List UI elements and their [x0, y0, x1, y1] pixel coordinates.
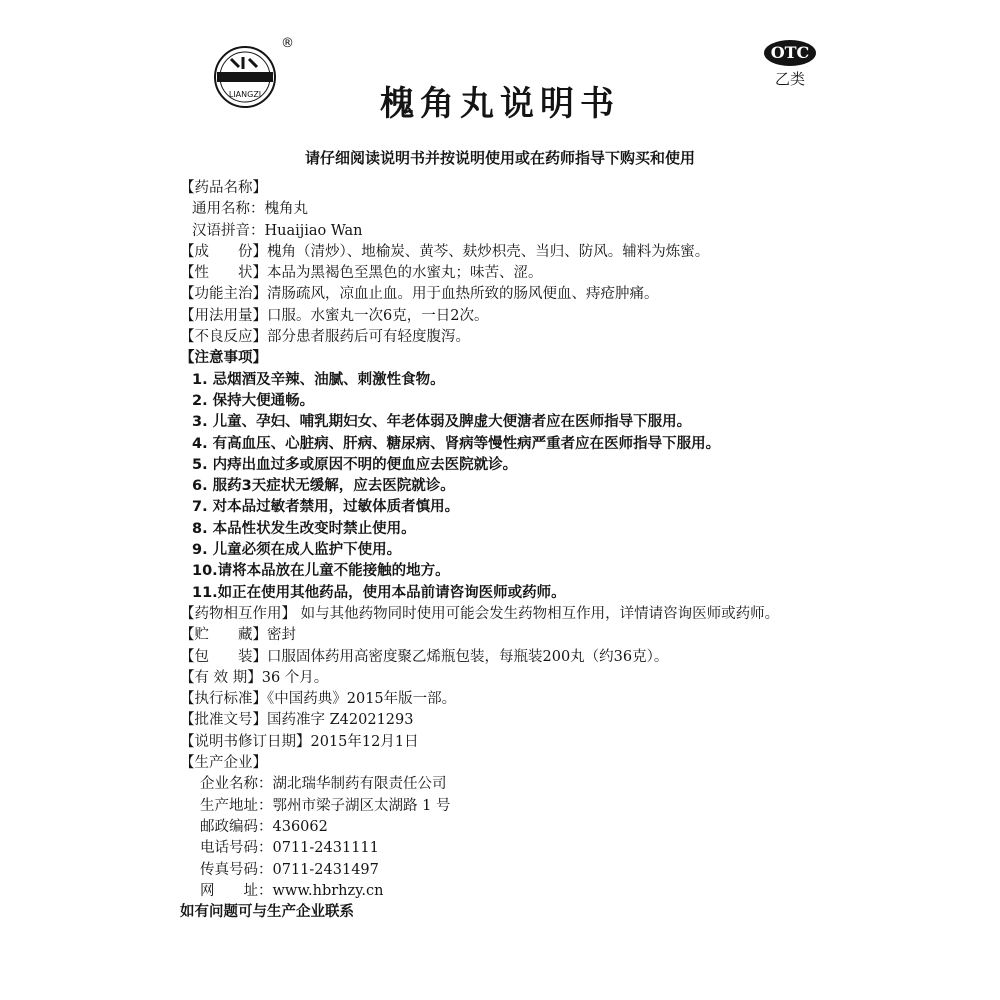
precaution-item: 6. 服药3天症状无缓解，应去医院就诊。: [192, 478, 455, 495]
standard: 【执行标准】《中国药典》2015年版一部。: [180, 691, 457, 708]
registered-mark: ®: [281, 36, 294, 51]
precaution-item: 4. 有高血压、心脏病、肝病、糖尿病、肾病等慢性病严重者应在医师指导下服用。: [192, 435, 721, 452]
manufacturer-website: 网 址：www.hbrhzy.cn: [200, 882, 384, 899]
precaution-item: 5. 内痔出血过多或原因不明的便血应去医院就诊。: [192, 456, 518, 473]
precaution-item: 3. 儿童、孕妇、哺乳期妇女、年老体弱及脾虚大便溏者应在医师指导下服用。: [192, 414, 692, 431]
description: 【性 状】本品为黑褐色至黑色的水蜜丸；味苦、涩。: [180, 265, 543, 282]
ingredients: 【成 份】槐角（清炒）、地榆炭、黄芩、麸炒枳壳、当归、防风。辅料为炼蜜。: [180, 243, 710, 260]
adverse-reactions: 【不良反应】部分患者服药后可有轻度腹泻。: [180, 329, 470, 346]
storage: 【贮 藏】密封: [180, 627, 296, 644]
manufacturer-fax: 传真号码：0711-2431497: [200, 861, 379, 878]
precaution-item: 9. 儿童必须在成人监护下使用。: [192, 542, 402, 559]
otc-class: 乙类: [774, 70, 805, 88]
company-logo: [213, 45, 277, 109]
precaution-item: 8. 本品性状发生改变时禁止使用。: [192, 520, 416, 537]
manufacturer-name: 企业名称：湖北瑞华制药有限责任公司: [200, 776, 447, 793]
generic-name: 通用名称：槐角丸: [192, 201, 308, 218]
precaution-item: 10.请将本品放在儿童不能接触的地方。: [192, 563, 450, 580]
reading-notice: 请仔细阅读说明书并按说明使用或在药师指导下购买和使用: [304, 149, 695, 167]
precaution-item: 7. 对本品过敏者禁用，过敏体质者慎用。: [192, 499, 460, 516]
drug-name-heading: 【药品名称】: [180, 180, 267, 196]
pinyin-name: 汉语拼音：Huaijiao Wan: [192, 222, 363, 239]
manufacturer-address: 生产地址：鄂州市梁子湖区太湖路 1 号: [200, 797, 451, 814]
contact-footer: 如有问题可与生产企业联系: [180, 904, 354, 921]
precaution-item: 1. 忌烟酒及辛辣、油腻、刺激性食物。: [192, 371, 445, 388]
validity: 【有 效 期】36 个月。: [180, 669, 329, 686]
drug-interactions: 【药物相互作用】 如与其他药物同时使用可能会发生药物相互作用，详情请咨询医师或药师。: [180, 605, 780, 622]
precaution-item: 11.如正在使用其他药品，使用本品前请咨询医师或药师。: [192, 584, 566, 601]
otc-label: [760, 40, 820, 89]
approval-number: 【批准文号】国药准字 Z42021293: [180, 712, 414, 729]
leaflet-body: [180, 178, 900, 923]
page-title: 槐角丸说明书: [380, 84, 620, 124]
precaution-item: 2. 保持大便通畅。: [192, 392, 315, 409]
manufacturer-postcode: 邮政编码：436062: [200, 818, 328, 835]
manufacturer-phone: 电话号码：0711-2431111: [200, 840, 379, 857]
dosage: 【用法用量】口服。水蜜丸一次6克，一日2次。: [180, 307, 489, 324]
otc-badge: OTC: [764, 40, 816, 66]
package: 【包 装】口服固体药用高密度聚乙烯瓶包装，每瓶装200丸（约36克）。: [180, 648, 669, 665]
manufacturer-heading: 【生产企业】: [180, 755, 267, 772]
revision-date: 【说明书修订日期】2015年12月1日: [180, 733, 419, 750]
indications: 【功能主治】清肠疏风，凉血止血。用于血热所致的肠风便血、痔疮肿痛。: [180, 286, 659, 303]
precautions-heading: 【注意事项】: [180, 350, 267, 367]
svg-text:LIANGZI: LIANGZI: [228, 90, 262, 99]
